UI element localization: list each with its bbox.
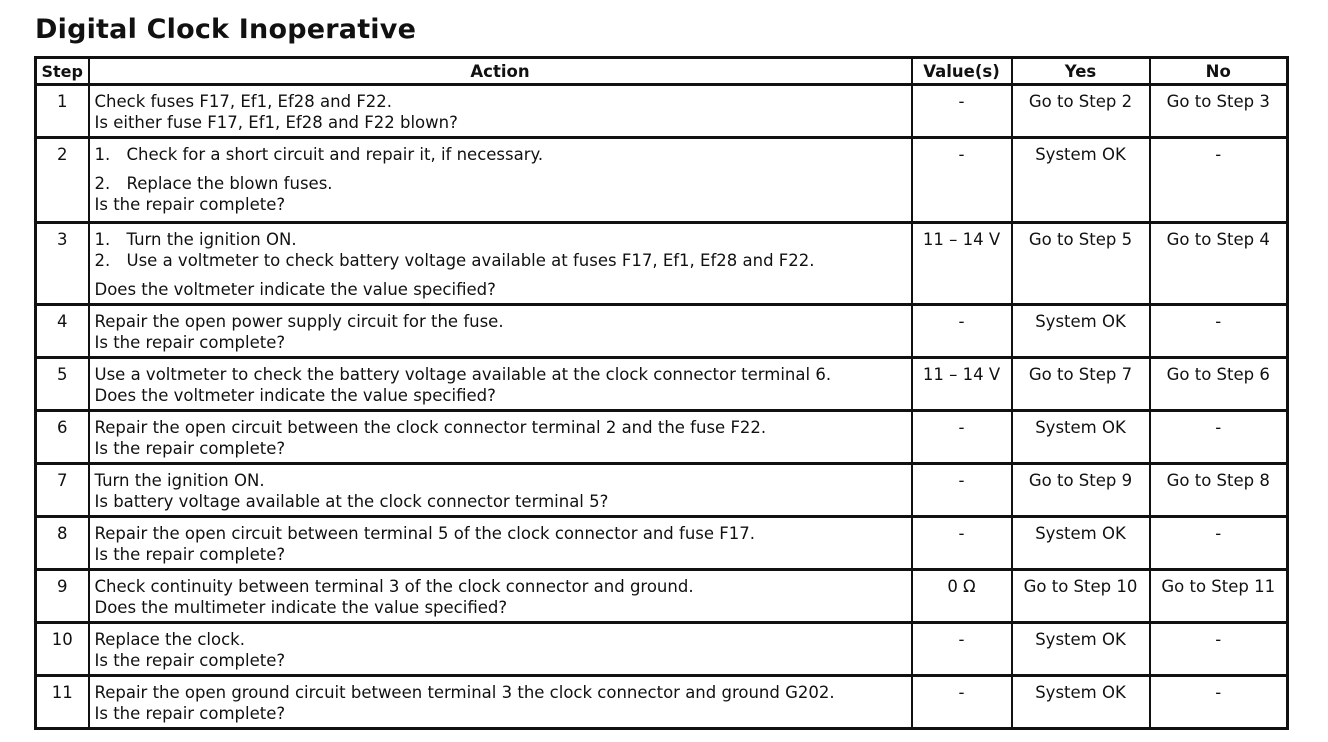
action-line-number: 1. bbox=[94, 145, 111, 164]
header-yes: Yes bbox=[1012, 58, 1150, 85]
step-number: 4 bbox=[36, 305, 89, 358]
action-cell bbox=[89, 138, 912, 223]
action-line bbox=[95, 629, 907, 650]
action-line-text: Is the repair complete? bbox=[94, 545, 286, 564]
table-row bbox=[36, 623, 1288, 676]
value-cell: 11 – 14 V bbox=[912, 223, 1012, 305]
action-cell bbox=[89, 223, 912, 305]
action-line-text: Repair the open circuit between terminal 5 of the clock connector and fuse F17. bbox=[94, 524, 755, 543]
action-line bbox=[95, 703, 907, 724]
table-row bbox=[36, 85, 1288, 138]
value-cell: - bbox=[912, 138, 1012, 223]
action-line bbox=[95, 250, 907, 271]
yes-cell: Go to Step 10 bbox=[1012, 570, 1150, 623]
value-cell: 11 – 14 V bbox=[912, 358, 1012, 411]
action-line-text: Does the multimeter indicate the value specified? bbox=[94, 598, 508, 617]
value-cell: 0 Ω bbox=[912, 570, 1012, 623]
action-line-text: Check fuses F17, Ef1, Ef28 and F22. bbox=[94, 92, 393, 111]
action-line bbox=[95, 311, 907, 332]
action-line-text: Is the repair complete? bbox=[94, 704, 286, 723]
action-cell bbox=[89, 358, 912, 411]
table-row bbox=[36, 138, 1288, 223]
table-row bbox=[36, 676, 1288, 729]
table-row bbox=[36, 570, 1288, 623]
step-number: 3 bbox=[36, 223, 89, 305]
no-cell: Go to Step 3 bbox=[1150, 85, 1288, 138]
diagnostic-table bbox=[34, 56, 1289, 730]
value-cell: - bbox=[912, 623, 1012, 676]
action-line bbox=[95, 332, 907, 353]
no-cell: Go to Step 11 bbox=[1150, 570, 1288, 623]
yes-cell: System OK bbox=[1012, 676, 1150, 729]
action-line bbox=[95, 682, 907, 703]
header-no: No bbox=[1150, 58, 1288, 85]
action-line-text: Is the repair complete? bbox=[94, 333, 286, 352]
action-cell bbox=[89, 85, 912, 138]
table-row bbox=[36, 223, 1288, 305]
action-cell bbox=[89, 305, 912, 358]
step-number: 9 bbox=[36, 570, 89, 623]
action-line-text: Is the repair complete? bbox=[94, 651, 286, 670]
action-line-text: Does the voltmeter indicate the value specified? bbox=[94, 386, 496, 405]
step-number: 10 bbox=[36, 623, 89, 676]
action-line-text: Does the voltmeter indicate the value specified? bbox=[94, 280, 496, 299]
action-line bbox=[95, 650, 907, 671]
no-cell: - bbox=[1150, 305, 1288, 358]
no-cell: - bbox=[1150, 138, 1288, 223]
action-line bbox=[95, 597, 907, 618]
step-number: 1 bbox=[36, 85, 89, 138]
action-line-text: Is battery voltage available at the clock connector terminal 5? bbox=[94, 492, 609, 511]
action-line bbox=[95, 470, 907, 491]
action-cell bbox=[89, 517, 912, 570]
action-line-text: Turn the ignition ON. bbox=[94, 471, 265, 490]
action-line bbox=[95, 576, 907, 597]
yes-cell: System OK bbox=[1012, 411, 1150, 464]
action-line-text: Repair the open circuit between the clock connector terminal 2 and the fuse F22. bbox=[94, 418, 767, 437]
action-line-text: Check continuity between terminal 3 of the clock connector and ground. bbox=[94, 577, 694, 596]
action-cell bbox=[89, 676, 912, 729]
yes-cell: Go to Step 2 bbox=[1012, 85, 1150, 138]
step-number: 6 bbox=[36, 411, 89, 464]
header-step: Step bbox=[36, 58, 89, 85]
table-row bbox=[36, 464, 1288, 517]
action-line-number: 1. bbox=[94, 230, 111, 249]
action-line bbox=[95, 385, 907, 406]
action-line-text: Replace the clock. bbox=[94, 630, 245, 649]
action-line bbox=[95, 491, 907, 512]
no-cell: - bbox=[1150, 623, 1288, 676]
table-row bbox=[36, 305, 1288, 358]
action-line-number: 2. bbox=[94, 251, 111, 270]
action-line bbox=[95, 229, 907, 250]
action-line bbox=[95, 194, 907, 215]
no-cell: Go to Step 4 bbox=[1150, 223, 1288, 305]
action-cell bbox=[89, 411, 912, 464]
table-header-row bbox=[36, 58, 1288, 85]
action-line bbox=[95, 417, 907, 438]
value-cell: - bbox=[912, 305, 1012, 358]
yes-cell: System OK bbox=[1012, 305, 1150, 358]
no-cell: - bbox=[1150, 676, 1288, 729]
action-line bbox=[95, 279, 907, 300]
action-line-text: Is the repair complete? bbox=[94, 195, 286, 214]
no-cell: Go to Step 6 bbox=[1150, 358, 1288, 411]
action-line-text: Repair the open power supply circuit for the fuse. bbox=[94, 312, 504, 331]
action-cell bbox=[89, 570, 912, 623]
action-line-text: Is the repair complete? bbox=[94, 439, 286, 458]
action-line bbox=[95, 112, 907, 133]
table-body bbox=[36, 85, 1288, 729]
table-row bbox=[36, 358, 1288, 411]
action-line-text: Turn the ignition ON. bbox=[126, 230, 297, 249]
value-cell: - bbox=[912, 517, 1012, 570]
header-values: Value(s) bbox=[912, 58, 1012, 85]
header-action: Action bbox=[89, 58, 912, 85]
action-line bbox=[95, 438, 907, 459]
page-title: Digital Clock Inoperative bbox=[35, 14, 417, 45]
action-line bbox=[95, 91, 907, 112]
value-cell: - bbox=[912, 411, 1012, 464]
action-cell bbox=[89, 464, 912, 517]
step-number: 5 bbox=[36, 358, 89, 411]
no-cell: - bbox=[1150, 517, 1288, 570]
no-cell: Go to Step 8 bbox=[1150, 464, 1288, 517]
action-line-text: Check for a short circuit and repair it, if necessary. bbox=[126, 145, 544, 164]
action-line bbox=[95, 173, 907, 194]
table-row bbox=[36, 517, 1288, 570]
action-line bbox=[95, 364, 907, 385]
yes-cell: System OK bbox=[1012, 623, 1150, 676]
no-cell: - bbox=[1150, 411, 1288, 464]
yes-cell: Go to Step 7 bbox=[1012, 358, 1150, 411]
action-line-text: Repair the open ground circuit between terminal 3 the clock connector and ground G202. bbox=[94, 683, 835, 702]
step-number: 2 bbox=[36, 138, 89, 223]
action-line-text: Use a voltmeter to check the battery voltage available at the clock connector terminal 6. bbox=[94, 365, 832, 384]
value-cell: - bbox=[912, 85, 1012, 138]
value-cell: - bbox=[912, 464, 1012, 517]
yes-cell: System OK bbox=[1012, 517, 1150, 570]
step-number: 8 bbox=[36, 517, 89, 570]
action-line bbox=[95, 544, 907, 565]
yes-cell: Go to Step 9 bbox=[1012, 464, 1150, 517]
step-number: 7 bbox=[36, 464, 89, 517]
yes-cell: System OK bbox=[1012, 138, 1150, 223]
step-number: 11 bbox=[36, 676, 89, 729]
action-line-number: 2. bbox=[94, 174, 111, 193]
table-row bbox=[36, 411, 1288, 464]
action-line bbox=[95, 523, 907, 544]
action-line-text: Is either fuse F17, Ef1, Ef28 and F22 blown? bbox=[94, 113, 458, 132]
action-line bbox=[95, 144, 907, 165]
action-line-text: Use a voltmeter to check battery voltage available at fuses F17, Ef1, Ef28 and F22. bbox=[126, 251, 815, 270]
action-cell bbox=[89, 623, 912, 676]
value-cell: - bbox=[912, 676, 1012, 729]
action-line-text: Replace the blown fuses. bbox=[126, 174, 333, 193]
yes-cell: Go to Step 5 bbox=[1012, 223, 1150, 305]
